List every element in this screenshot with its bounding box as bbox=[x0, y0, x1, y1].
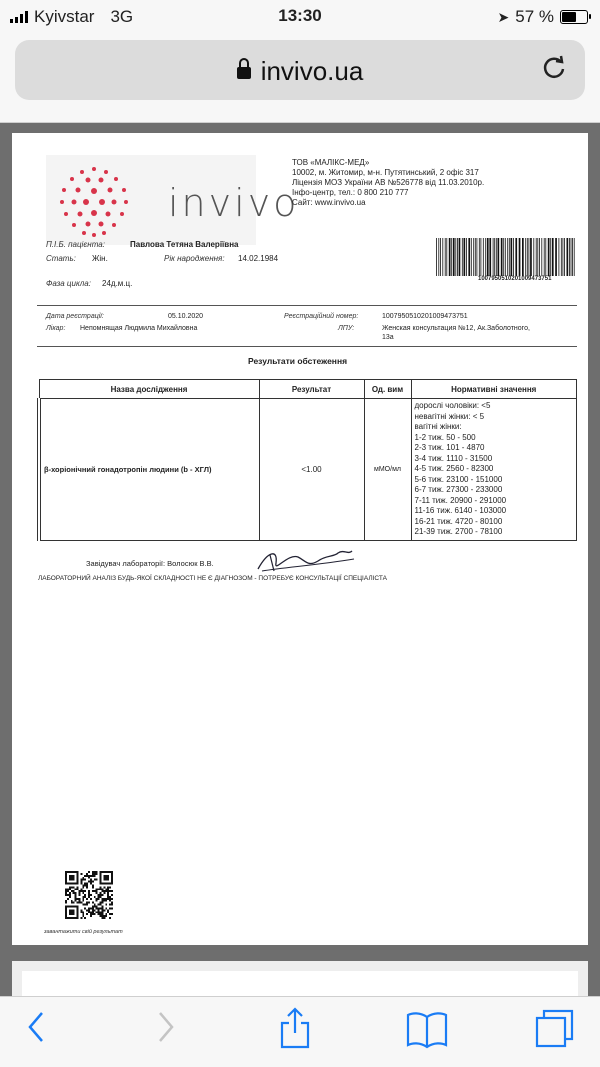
battery-icon bbox=[560, 10, 588, 24]
patient-name: Павлова Тетяна Валеріївна bbox=[130, 240, 239, 249]
tabs-icon bbox=[533, 1007, 577, 1051]
book-icon bbox=[404, 1007, 450, 1051]
company-line: 10002, м. Житомир, м-н. Путятинський, 2 офіс 317 bbox=[292, 168, 479, 177]
results-table bbox=[37, 379, 577, 541]
company-line: Інфо-центр, тел.: 0 800 210 777 bbox=[292, 188, 409, 197]
results-title: Результати обстеження bbox=[248, 356, 348, 366]
company-info bbox=[292, 158, 484, 208]
barcode-number: 1007950510201009473751 bbox=[478, 276, 552, 282]
company-line: Ліцензія МОЗ України АВ №526778 від 11.03.2010р. bbox=[292, 178, 485, 187]
reg-date: 05.10.2020 bbox=[168, 313, 204, 320]
lab-report-page bbox=[12, 133, 588, 945]
norm-line: 3-4 тиж. 1110 - 31500 bbox=[414, 453, 493, 463]
back-button[interactable] bbox=[22, 1007, 52, 1052]
doctor-name: Непомнящая Людмила Михайловна bbox=[80, 325, 198, 332]
signature bbox=[248, 543, 358, 577]
reference-values bbox=[411, 399, 577, 541]
reload-icon bbox=[541, 54, 567, 80]
table-header-row bbox=[39, 380, 577, 399]
reg-number: 1007950510201009473751 bbox=[382, 313, 468, 320]
browser-toolbar bbox=[0, 996, 600, 1067]
logo-dots-icon bbox=[54, 163, 144, 238]
column-header: Результат bbox=[259, 380, 364, 399]
lpu-line-1: Женская консультация №12, Ак.Заболотного, bbox=[382, 325, 530, 332]
norm-line: дорослі чоловіки: <5 bbox=[414, 401, 491, 410]
divider bbox=[37, 346, 577, 347]
divider bbox=[37, 305, 577, 306]
share-icon bbox=[278, 1007, 312, 1051]
birth-label: Рік народження: bbox=[164, 254, 225, 263]
patient-name-label: П.І.Б. пацієнта: bbox=[46, 240, 105, 249]
chevron-right-icon bbox=[150, 1007, 180, 1047]
bookmarks-button[interactable] bbox=[404, 1007, 450, 1056]
test-result: <1.00 bbox=[259, 399, 364, 541]
phase-value: 24д.м.ц. bbox=[102, 279, 133, 288]
test-name: β-хоріонічний гонадотропін людини (b - ХГЛ) bbox=[39, 399, 259, 541]
norm-line: вагітні жінки: bbox=[414, 422, 462, 431]
address-text-wrap[interactable] bbox=[15, 56, 585, 87]
norm-line: 2-3 тиж. 101 - 4870 bbox=[414, 443, 485, 452]
sex-value: Жін. bbox=[92, 254, 108, 263]
chevron-left-icon bbox=[22, 1007, 52, 1047]
test-unit: мМО/мл bbox=[364, 399, 411, 541]
norm-line: 11-16 тиж. 6140 - 103000 bbox=[414, 506, 507, 515]
norm-line: 5-6 тиж. 23100 - 151000 bbox=[414, 474, 503, 484]
browser-header bbox=[0, 36, 600, 123]
qr-caption: завантажити свій результат bbox=[44, 929, 123, 935]
lpu-line-2: 13а bbox=[382, 334, 394, 341]
address-bar[interactable] bbox=[15, 40, 585, 100]
birth-value: 14.02.1984 bbox=[238, 254, 279, 263]
reg-number-label: Реєстраційний номер: bbox=[284, 313, 359, 320]
doctor-label: Лікар: bbox=[46, 325, 66, 332]
url-text[interactable]: invivo.ua bbox=[260, 56, 364, 86]
norm-line: 16-21 тиж. 4720 - 80100 bbox=[414, 516, 503, 526]
norm-line: 6-7 тиж. 27300 - 233000 bbox=[414, 485, 503, 494]
disclaimer: ЛАБОРАТОРНИЙ АНАЛІЗ БУДЬ-ЯКОЇ СКЛАДНОСТІ НЕ Є ДІАГНОЗОМ - ПОТРЕБУЄ КОНСУЛЬТАЦІЇ СПЕЦІАЛІСТА bbox=[38, 575, 387, 582]
tabs-button[interactable] bbox=[533, 1007, 577, 1056]
clock: 13:30 bbox=[278, 6, 322, 25]
company-line: Сайт: www.invivo.ua bbox=[292, 198, 366, 207]
qr-code[interactable] bbox=[64, 871, 114, 919]
table-row bbox=[39, 399, 577, 541]
lab-head: Завідувач лабораторії: Волосюк В.В. bbox=[86, 559, 214, 568]
column-header: Назва дослідження bbox=[39, 380, 259, 399]
column-header: Нормативні значення bbox=[411, 380, 577, 399]
column-header: Од. вим bbox=[364, 380, 411, 399]
lpu-label: ЛПУ: bbox=[338, 325, 355, 332]
location-arrow-icon: ➤ bbox=[497, 8, 510, 25]
norm-line: 21-39 тиж. 2700 - 78100 bbox=[414, 527, 503, 536]
status-bar bbox=[0, 0, 600, 36]
norm-line: 1-2 тиж. 50 - 500 bbox=[414, 432, 476, 442]
sex-label: Стать: bbox=[46, 254, 76, 263]
network-type: 3G bbox=[110, 7, 134, 26]
reg-date-label: Дата реєстрації: bbox=[46, 313, 104, 320]
forward-button[interactable] bbox=[150, 1007, 180, 1052]
company-line: ТОВ «МАЛІКС-МЕД» bbox=[292, 158, 370, 167]
logo-text: invivo bbox=[168, 181, 300, 225]
battery-percent: 57 % bbox=[515, 7, 554, 26]
norm-line: 7-11 тиж. 20900 - 291000 bbox=[414, 495, 507, 505]
carrier-name: Kyivstar bbox=[34, 7, 95, 26]
norm-line: 4-5 тиж. 2560 - 82300 bbox=[414, 464, 494, 473]
invivo-logo bbox=[46, 155, 300, 245]
phase-label: Фаза цикла: bbox=[46, 279, 91, 288]
status-right bbox=[498, 7, 588, 27]
barcode bbox=[436, 238, 576, 276]
page-viewport[interactable] bbox=[0, 123, 600, 996]
reload-button[interactable] bbox=[541, 54, 567, 87]
norm-line: невагітні жінки: < 5 bbox=[414, 411, 485, 421]
share-button[interactable] bbox=[278, 1007, 312, 1056]
lock-icon bbox=[237, 67, 251, 79]
